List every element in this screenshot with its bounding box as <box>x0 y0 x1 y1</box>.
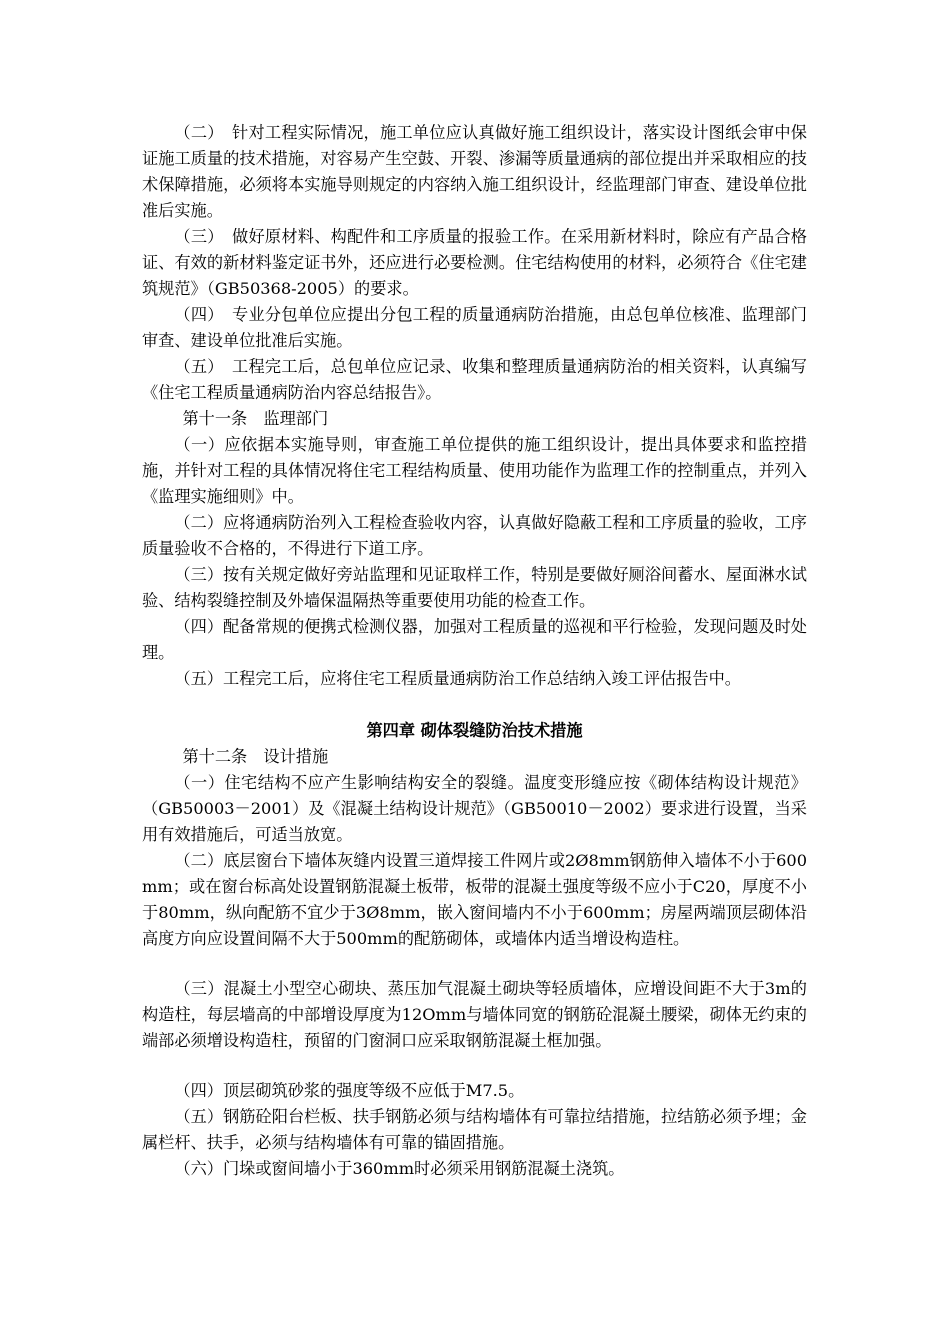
article-11-item-5: （五）工程完工后，应将住宅工程质量通病防治工作总结纳入竣工评估报告中。 <box>174 669 741 688</box>
article-12-item-3: （三）混凝土小型空心砌块、蒸压加气混凝土砌块等轻质墙体，应增设间距不大于3m的构造柱，每层墙高的中部增设厚度为12Omm与墙体同宽的钢筋砼混凝土腰梁，砌体无约束的端部必须增设构造柱，预留的门窗洞口应采取钢筋混凝土框加强。 <box>142 979 807 1050</box>
article-12-item-4: （四）顶层砌筑砂浆的强度等级不应低于M7.5。 <box>174 1081 525 1100</box>
article-11-item-3: （三）按有关规定做好旁站监理和见证取样工作，特别是要做好厕浴间蓄水、屋面淋水试验、结构裂缝控制及外墙保温隔热等重要使用功能的检查工作。 <box>142 565 807 610</box>
spacer <box>142 1054 807 1078</box>
paragraph-5: （五） 工程完工后，总包单位应记录、收集和整理质量通病防治的相关资料，认真编写《住宅工程质量通病防治内容总结报告》。 <box>142 357 807 402</box>
article-11-heading: 第十一条 监理部门 <box>182 409 329 428</box>
paragraph-4: （四） 专业分包单位应提出分包工程的质量通病防治措施，由总包单位核准、监理部门审查、建设单位批准后实施。 <box>142 305 807 350</box>
spacer <box>142 952 807 976</box>
article-12-item-1: （一）住宅结构不应产生影响结构安全的裂缝。温度变形缝应按《砌体结构设计规范》（GB50003－2001）及《混凝土结构设计规范》（GB50010－2002）要求进行设置，当采用有效措施后，可适当放宽。 <box>142 773 807 844</box>
article-12-item-5: （五）钢筋砼阳台栏板、扶手钢筋必须与结构墙体有可靠拉结措施，拉结筋必须予埋；金属栏杆、扶手，必须与结构墙体有可靠的锚固措施。 <box>142 1107 807 1152</box>
spacer <box>142 692 807 718</box>
article-11-item-4: （四）配备常规的便携式检测仪器，加强对工程质量的巡视和平行检验，发现问题及时处理。 <box>142 617 807 662</box>
article-11-item-1: （一）应依据本实施导则，审查施工单位提供的施工组织设计，提出具体要求和监控措施，并针对工程的具体情况将住宅工程结构质量、使用功能作为监理工作的控制重点，并列入《监理实施细则》中。 <box>142 435 807 506</box>
article-11-item-2: （二）应将通病防治列入工程检查验收内容，认真做好隐蔽工程和工序质量的验收，工序质量验收不合格的，不得进行下道工序。 <box>142 513 807 558</box>
document-page <box>142 120 807 1182</box>
chapter-4-title: 第四章 砌体裂缝防治技术措施 <box>366 721 583 740</box>
article-12-item-6: （六）门垛或窗间墙小于360mm时必须采用钢筋混凝土浇筑。 <box>174 1159 625 1178</box>
article-12-item-2: （二）底层窗台下墙体灰缝内设置三道焊接工件网片或2Ø8mm钢筋伸入墙体不小于600mm；或在窗台标高处设置钢筋混凝土板带，板带的混凝土强度等级不应小于C20，厚度不小于80mm，纵向配筋不宜少于3Ø8mm，嵌入窗间墙内不小于600mm；房屋两端顶层砌体沿高度方向应设置间隔不大于500mm的配筋砌体，或墙体内适当增设构造柱。 <box>142 851 807 948</box>
paragraph-2: （二） 针对工程实际情况，施工单位应认真做好施工组织设计，落实设计图纸会审中保证施工质量的技术措施，对容易产生空鼓、开裂、渗漏等质量通病的部位提出并采取相应的技术保障措施，必须将本实施导则规定的内容纳入施工组织设计，经监理部门审查、建设单位批准后实施。 <box>142 123 807 220</box>
article-12-heading: 第十二条 设计措施 <box>182 747 329 766</box>
paragraph-3: （三） 做好原材料、构配件和工序质量的报验工作。在采用新材料时，除应有产品合格证、有效的新材料鉴定证书外，还应进行必要检测。住宅结构使用的材料，必须符合《住宅建筑规范》（GB50368-2005）的要求。 <box>142 227 807 298</box>
